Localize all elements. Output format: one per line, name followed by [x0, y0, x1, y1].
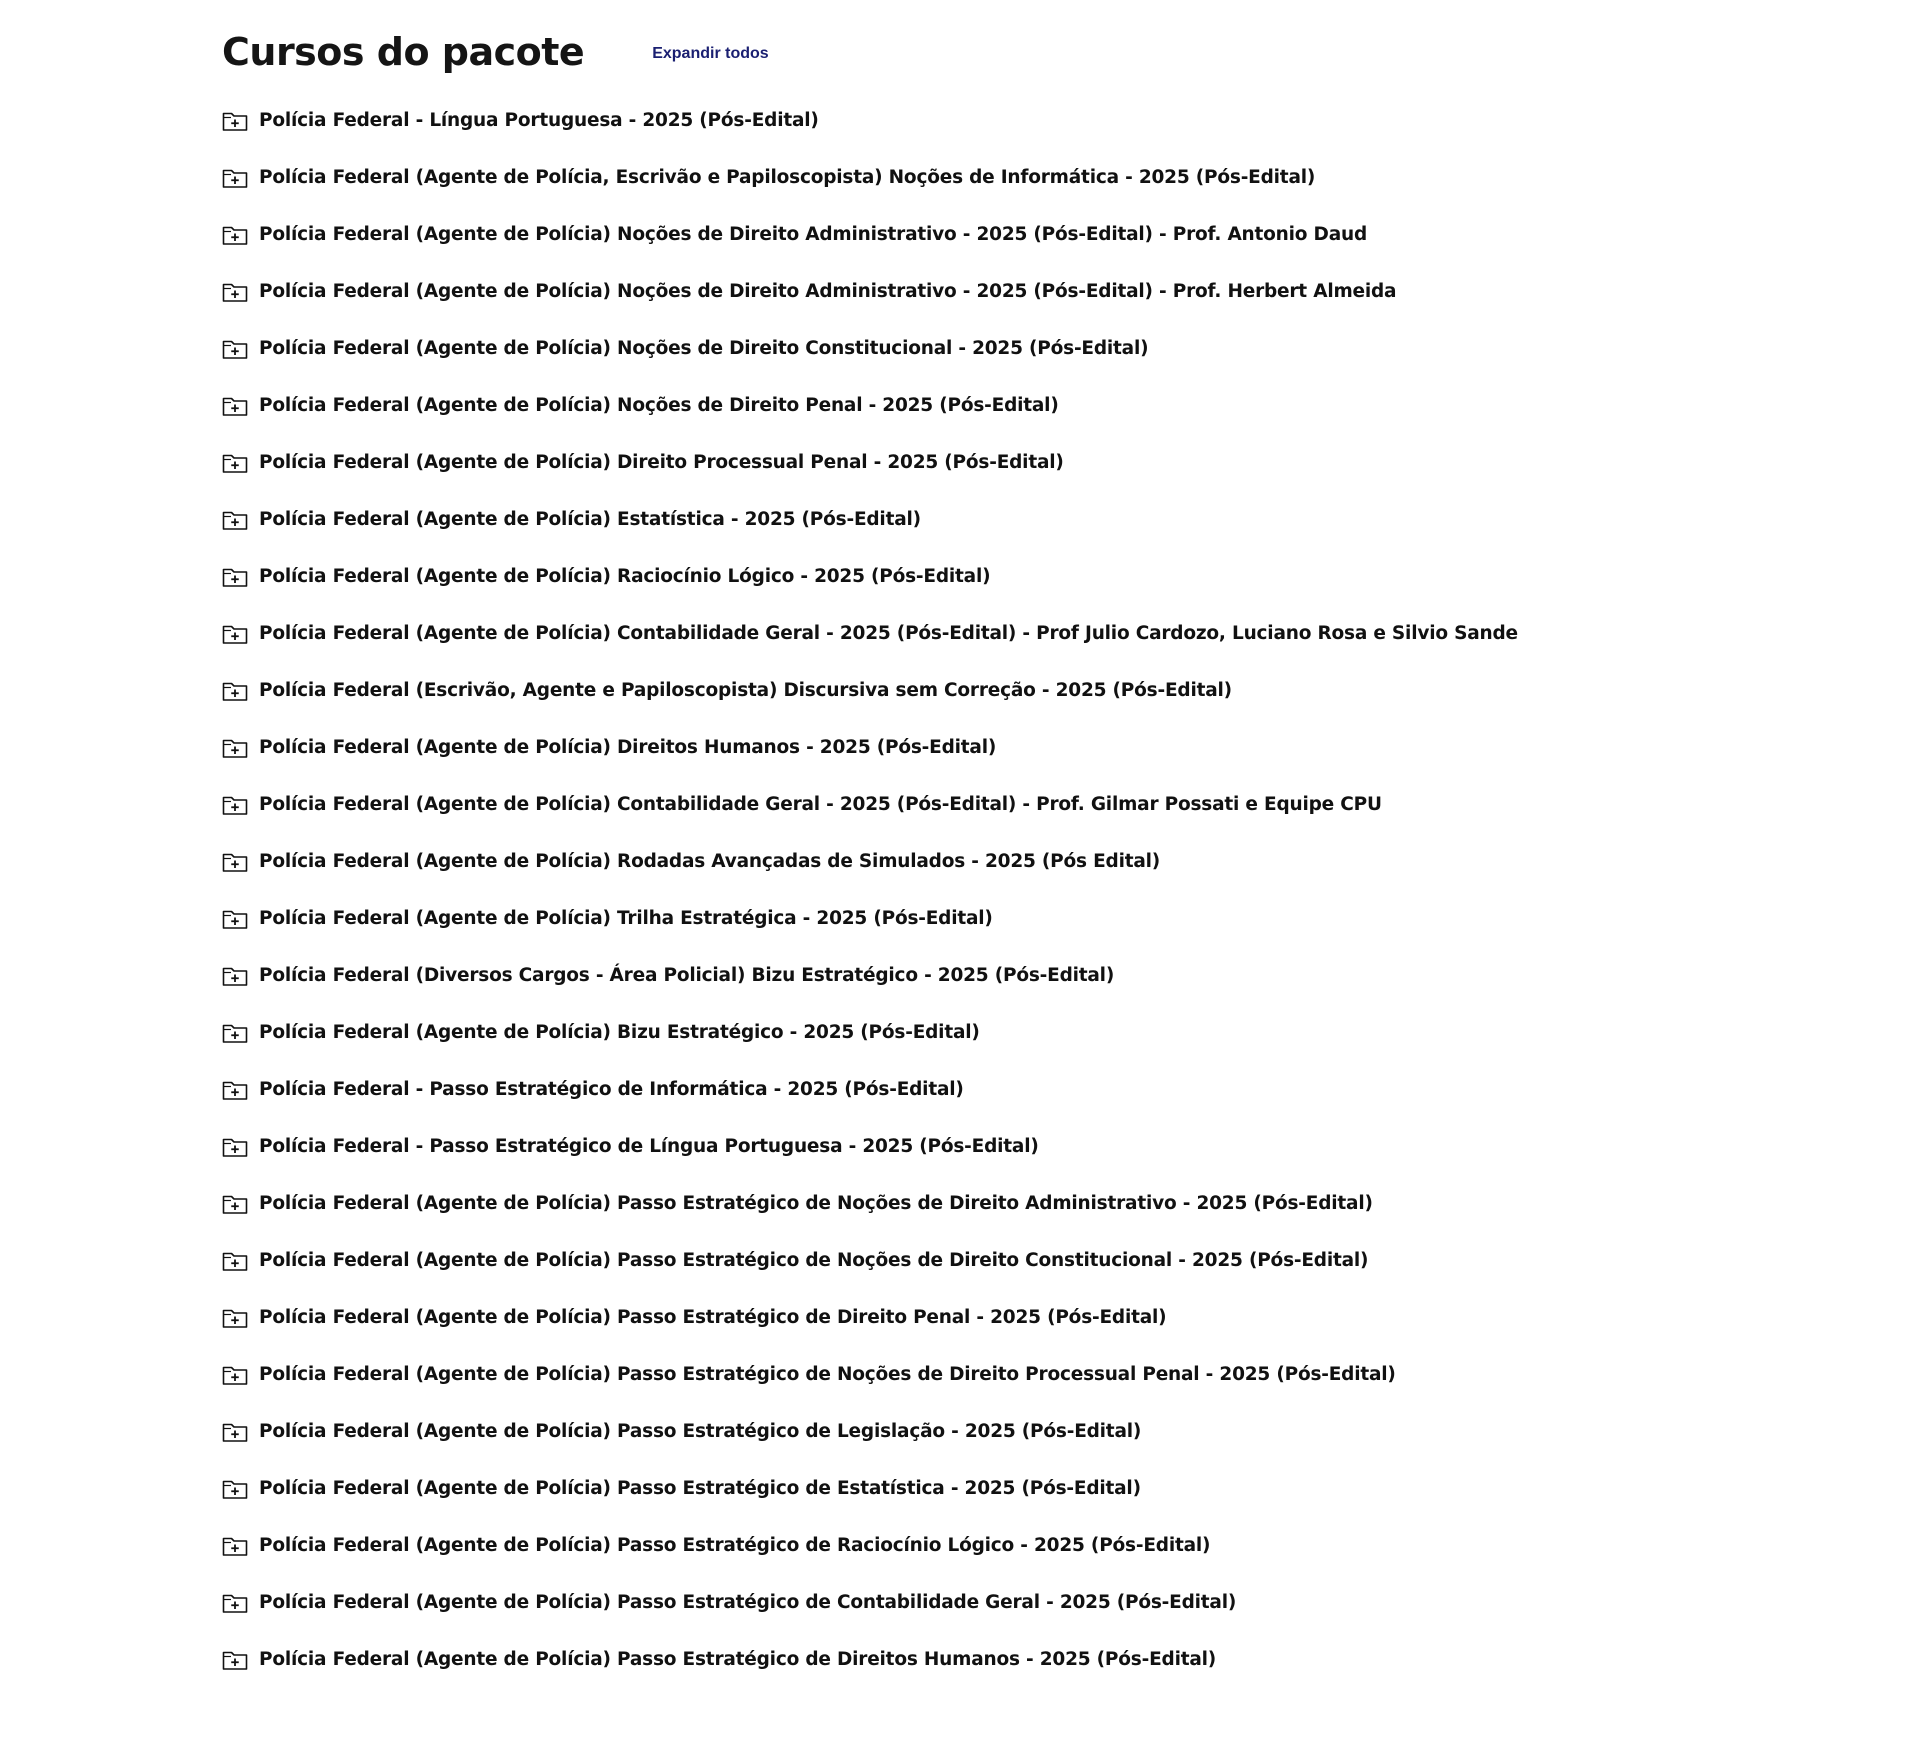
course-title: Polícia Federal (Agente de Polícia) Raciocínio Lógico - 2025 (Pós-Edital) [259, 566, 991, 587]
folder-plus-icon[interactable] [222, 908, 248, 930]
course-item[interactable] [222, 1517, 1518, 1574]
course-title: Polícia Federal (Agente de Polícia) Passo Estratégico de Noções de Direito Administrativo - 2025 (Pós-Edital) [259, 1193, 1373, 1214]
course-item[interactable] [222, 605, 1518, 662]
course-item[interactable] [222, 1574, 1518, 1631]
folder-plus-icon[interactable] [222, 281, 248, 303]
folder-plus-icon[interactable] [222, 509, 248, 531]
folder-plus-icon[interactable] [222, 395, 248, 417]
course-item[interactable] [222, 434, 1518, 491]
course-title: Polícia Federal (Agente de Polícia) Trilha Estratégica - 2025 (Pós-Edital) [259, 908, 993, 929]
section-header [222, 24, 769, 80]
course-item[interactable] [222, 263, 1518, 320]
course-item[interactable] [222, 1403, 1518, 1460]
course-title: Polícia Federal (Agente de Polícia) Passo Estratégico de Legislação - 2025 (Pós-Edital) [259, 1421, 1142, 1442]
course-item[interactable] [222, 1631, 1518, 1688]
course-item[interactable] [222, 548, 1518, 605]
folder-plus-icon[interactable] [222, 1136, 248, 1158]
course-item[interactable] [222, 491, 1518, 548]
folder-plus-icon[interactable] [222, 110, 248, 132]
course-item[interactable] [222, 719, 1518, 776]
course-title: Polícia Federal (Agente de Polícia) Rodadas Avançadas de Simulados - 2025 (Pós Edital) [259, 851, 1161, 872]
course-item[interactable] [222, 1232, 1518, 1289]
folder-plus-icon[interactable] [222, 1535, 248, 1557]
folder-plus-icon[interactable] [222, 1193, 248, 1215]
expand-all-link[interactable]: Expandir todos [652, 45, 769, 62]
course-item[interactable] [222, 776, 1518, 833]
folder-plus-icon[interactable] [222, 1421, 248, 1443]
folder-plus-icon[interactable] [222, 680, 248, 702]
course-title: Polícia Federal (Agente de Polícia) Noções de Direito Constitucional - 2025 (Pós-Edital) [259, 338, 1149, 359]
folder-plus-icon[interactable] [222, 737, 248, 759]
course-title: Polícia Federal (Agente de Polícia) Noções de Direito Administrativo - 2025 (Pós-Edital) - Prof. Antonio Daud [259, 224, 1368, 245]
course-title: Polícia Federal (Agente de Polícia) Passo Estratégico de Noções de Direito Constitucional - 2025 (Pós-Edital) [259, 1250, 1369, 1271]
folder-plus-icon[interactable] [222, 1649, 248, 1671]
course-item[interactable] [222, 1289, 1518, 1346]
course-title: Polícia Federal - Passo Estratégico de Informática - 2025 (Pós-Edital) [259, 1079, 964, 1100]
course-item[interactable] [222, 206, 1518, 263]
course-title: Polícia Federal (Agente de Polícia) Direito Processual Penal - 2025 (Pós-Edital) [259, 452, 1064, 473]
folder-plus-icon[interactable] [222, 1307, 248, 1329]
course-item[interactable] [222, 92, 1518, 149]
folder-plus-icon[interactable] [222, 1592, 248, 1614]
course-title: Polícia Federal (Agente de Polícia) Passo Estratégico de Noções de Direito Processual Penal - 2025 (Pós-Edital) [259, 1364, 1396, 1385]
folder-plus-icon[interactable] [222, 224, 248, 246]
course-title: Polícia Federal (Escrivão, Agente e Papiloscopista) Discursiva sem Correção - 2025 (Pós-Edital) [259, 680, 1232, 701]
course-title: Polícia Federal - Passo Estratégico de Língua Portuguesa - 2025 (Pós-Edital) [259, 1136, 1039, 1157]
course-item[interactable] [222, 1175, 1518, 1232]
folder-plus-icon[interactable] [222, 794, 248, 816]
folder-plus-icon[interactable] [222, 851, 248, 873]
course-list [222, 92, 1518, 1688]
course-item[interactable] [222, 149, 1518, 206]
course-item[interactable] [222, 1460, 1518, 1517]
course-item[interactable] [222, 1061, 1518, 1118]
course-title: Polícia Federal (Agente de Polícia) Contabilidade Geral - 2025 (Pós-Edital) - Prof Julio Cardozo, Luciano Rosa e Silvio Sande [259, 623, 1518, 644]
course-item[interactable] [222, 833, 1518, 890]
course-title: Polícia Federal (Agente de Polícia) Passo Estratégico de Direitos Humanos - 2025 (Pós-Edital) [259, 1649, 1217, 1670]
course-title: Polícia Federal (Diversos Cargos - Área Policial) Bizu Estratégico - 2025 (Pós-Edital) [259, 965, 1115, 986]
course-item[interactable] [222, 1346, 1518, 1403]
folder-plus-icon[interactable] [222, 1364, 248, 1386]
folder-plus-icon[interactable] [222, 452, 248, 474]
page-title: Cursos do pacote [222, 30, 585, 74]
folder-plus-icon[interactable] [222, 965, 248, 987]
course-title: Polícia Federal (Agente de Polícia) Passo Estratégico de Raciocínio Lógico - 2025 (Pós-Edital) [259, 1535, 1211, 1556]
course-title: Polícia Federal (Agente de Polícia) Noções de Direito Penal - 2025 (Pós-Edital) [259, 395, 1059, 416]
course-item[interactable] [222, 320, 1518, 377]
folder-plus-icon[interactable] [222, 167, 248, 189]
course-title: Polícia Federal (Agente de Polícia) Direitos Humanos - 2025 (Pós-Edital) [259, 737, 997, 758]
folder-plus-icon[interactable] [222, 1250, 248, 1272]
course-title: Polícia Federal (Agente de Polícia) Estatística - 2025 (Pós-Edital) [259, 509, 921, 530]
course-item[interactable] [222, 890, 1518, 947]
course-title: Polícia Federal (Agente de Polícia) Contabilidade Geral - 2025 (Pós-Edital) - Prof. Gilmar Possati e Equipe CPU [259, 794, 1382, 815]
folder-plus-icon[interactable] [222, 566, 248, 588]
course-title: Polícia Federal (Agente de Polícia, Escrivão e Papiloscopista) Noções de Informática - 2025 (Pós-Edital) [259, 167, 1316, 188]
course-item[interactable] [222, 1118, 1518, 1175]
course-item[interactable] [222, 377, 1518, 434]
course-item[interactable] [222, 662, 1518, 719]
folder-plus-icon[interactable] [222, 338, 248, 360]
course-title: Polícia Federal (Agente de Polícia) Passo Estratégico de Direito Penal - 2025 (Pós-Edital) [259, 1307, 1167, 1328]
course-item[interactable] [222, 1004, 1518, 1061]
course-item[interactable] [222, 947, 1518, 1004]
course-title: Polícia Federal (Agente de Polícia) Bizu Estratégico - 2025 (Pós-Edital) [259, 1022, 980, 1043]
course-title: Polícia Federal (Agente de Polícia) Passo Estratégico de Contabilidade Geral - 2025 (Pós-Edital) [259, 1592, 1237, 1613]
folder-plus-icon[interactable] [222, 623, 248, 645]
folder-plus-icon[interactable] [222, 1022, 248, 1044]
course-title: Polícia Federal - Língua Portuguesa - 2025 (Pós-Edital) [259, 110, 819, 131]
folder-plus-icon[interactable] [222, 1478, 248, 1500]
course-title: Polícia Federal (Agente de Polícia) Passo Estratégico de Estatística - 2025 (Pós-Edital) [259, 1478, 1141, 1499]
course-title: Polícia Federal (Agente de Polícia) Noções de Direito Administrativo - 2025 (Pós-Edital) - Prof. Herbert Almeida [259, 281, 1397, 302]
folder-plus-icon[interactable] [222, 1079, 248, 1101]
